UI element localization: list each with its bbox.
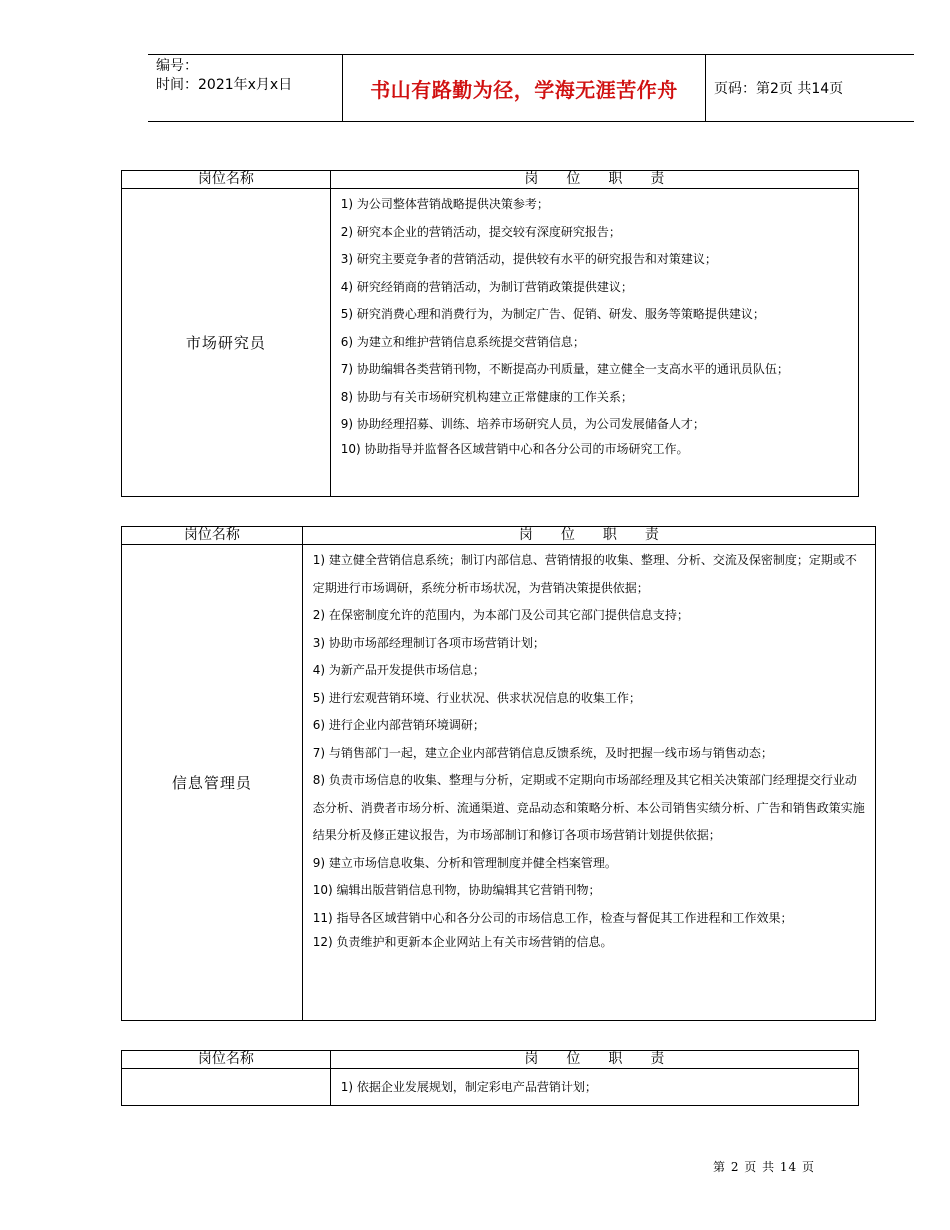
duty-item: 8) 负责市场信息的收集、整理与分析，定期或不定期向市场部经理及其它相关决策部门经理提交行业动态分析、消费者市场分析、流通渠道、竞品动态和策略分析、本公司销售实绩分析、广告和销售政策实施结果分析及修正建议报告，为市场部制订和修订各项市场营销计划提供依据； (312, 773, 865, 842)
duty-item: 3) 研究主要竞争者的营销活动，提供较有水平的研究报告和对策建议； (340, 252, 717, 266)
duty-item: 5) 进行宏观营销环境、行业状况、供求状况信息的收集工作； (312, 690, 641, 705)
column-header-duty: 岗位职责 (302, 527, 875, 545)
position-name: 市场研究员 (122, 189, 331, 497)
duty-item: 9) 建立市场信息收集、分析和管理制度并健全档案管理。 (312, 855, 617, 870)
column-header-position: 岗位名称 (122, 527, 303, 545)
duty-item: 6) 为建立和维护营销信息系统提交营销信息； (340, 334, 585, 349)
duty-item: 5) 研究消费心理和消费行为，为制定广告、促销、研发、服务等策略提供建议； (340, 307, 765, 321)
duty-item: 3) 协助市场部经理制订各项市场营销计划； (312, 635, 545, 650)
duty-item: 7) 协助编辑各类营销刊物，不断提高办刊质量，建立健全一支高水平的通讯员队伍； (340, 362, 789, 376)
duty-item: 10) 编辑出版营销信息刊物，协助编辑其它营销刊物； (312, 883, 601, 897)
duty-item: 2) 在保密制度允许的范围内，为本部门及公司其它部门提供信息支持； (312, 608, 689, 622)
duty-item: 1) 建立健全营销信息系统；制订内部信息、营销情报的收集、整理、分析、交流及保密制度；定期或不定期进行市场调研，系统分析市场状况，为营销决策提供依据； (312, 553, 857, 595)
duty-item: 12) 负责维护和更新本企业网站上有关市场营销的信息。 (312, 935, 613, 949)
duty-item: 4) 为新产品开发提供市场信息； (312, 663, 485, 677)
position-name (122, 1069, 331, 1106)
page-footer: 第 2 页 共 14 页 (713, 1160, 815, 1174)
column-header-duty: 岗位职责 (330, 1051, 858, 1069)
header-number-label: 编号： (156, 58, 198, 74)
duty-item: 1) 为公司整体营销战略提供决策参考； (340, 197, 549, 211)
header-meta (156, 57, 292, 95)
duty-item: 8) 协助与有关市场研究机构建立正常健康的工作关系； (340, 389, 633, 404)
duty-item: 6) 进行企业内部营销环境调研； (312, 718, 485, 732)
duty-list (302, 545, 875, 1021)
column-header-position: 岗位名称 (122, 171, 331, 189)
duty-list (330, 1069, 858, 1106)
duty-table-market-researcher (121, 170, 859, 497)
header-page-label: 页码：第2页 共14页 (714, 81, 844, 97)
duty-item: 11) 指导各区域营销中心和各分公司的市场信息工作，检查与督促其工作进程和工作效果； (312, 910, 793, 925)
duty-item: 4) 研究经销商的营销活动，为制订营销政策提供建议； (340, 279, 633, 294)
position-name: 信息管理员 (122, 545, 303, 1021)
duty-table-info-manager (121, 526, 876, 1021)
page-header (148, 54, 914, 122)
header-motto: 书山有路勤为径，学海无涯苦作舟 (342, 55, 706, 121)
duty-item: 10) 协助指导并监督各区域营销中心和各分公司的市场研究工作。 (340, 441, 689, 456)
column-header-position: 岗位名称 (122, 1051, 331, 1069)
duty-item: 1) 依据企业发展规划，制定彩电产品营销计划； (340, 1080, 597, 1094)
header-time-label: 时间：2021年x月x日 (156, 77, 293, 93)
column-header-duty: 岗位职责 (330, 171, 858, 189)
duty-item: 2) 研究本企业的营销活动，提交较有深度研究报告； (340, 224, 621, 239)
duty-item: 7) 与销售部门一起，建立企业内部营销信息反馈系统，及时把握一线市场与销售动态； (312, 745, 773, 760)
duty-table-third (121, 1050, 859, 1106)
duty-item: 9) 协助经理招募、训练、培养市场研究人员，为公司发展储备人才； (340, 417, 705, 431)
duty-list (330, 189, 858, 497)
